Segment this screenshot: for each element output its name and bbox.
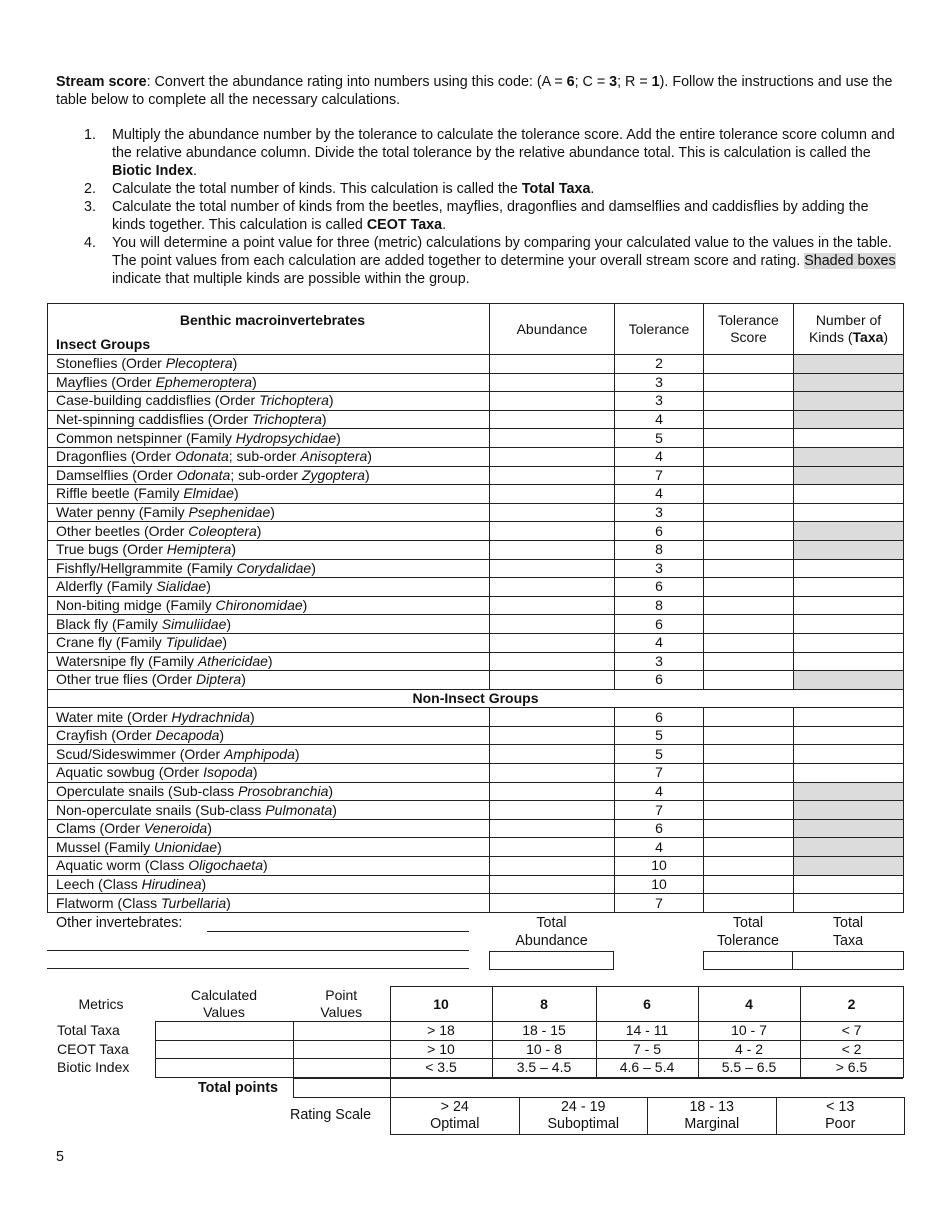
tolerance-score-cell[interactable]	[704, 596, 794, 615]
abundance-cell[interactable]	[490, 726, 615, 745]
number-of-kinds-cell[interactable]	[794, 447, 904, 466]
table-row	[48, 447, 904, 466]
tolerance-value: 6	[615, 578, 704, 597]
abundance-cell[interactable]	[490, 503, 615, 522]
tolerance-score-cell[interactable]	[704, 447, 794, 466]
tolerance-score-cell[interactable]	[704, 392, 794, 411]
tolerance-value: 8	[615, 540, 704, 559]
abundance-cell[interactable]	[490, 559, 615, 578]
table-row	[48, 522, 904, 541]
metric-range: 5.5 – 6.5	[698, 1059, 800, 1078]
table-row	[48, 466, 904, 485]
table-row	[48, 819, 904, 838]
other-invertebrates-line[interactable]	[207, 931, 469, 932]
metric-range: 14 - 11	[596, 1022, 698, 1041]
code-a: 6	[566, 74, 575, 90]
taxon-name: Dragonflies (Order Odonata; sub-order Anisoptera)	[48, 447, 490, 466]
abundance-cell[interactable]	[490, 540, 615, 559]
calculated-values-header: Calculated Values	[190, 986, 258, 1020]
other-invertebrates-line[interactable]	[47, 968, 469, 969]
metric-range: 10 - 8	[492, 1040, 596, 1059]
tolerance-score-cell[interactable]	[704, 485, 794, 504]
score-header: 8	[492, 987, 596, 1022]
number-of-kinds-cell[interactable]	[794, 819, 904, 838]
tolerance-value: 10	[615, 875, 704, 894]
metric-range: 3.5 – 4.5	[492, 1059, 596, 1078]
taxon-name: Stoneflies (Order Plecoptera)	[48, 355, 490, 374]
number-of-kinds-cell[interactable]	[794, 485, 904, 504]
point-value-cell[interactable]	[293, 1059, 390, 1078]
total-taxa-label: Total Taxa	[832, 915, 864, 949]
taxon-name: Operculate snails (Sub-class Prosobranchia)	[48, 782, 490, 801]
total-abundance-label: Total Abundance	[515, 915, 588, 949]
abundance-cell[interactable]	[490, 801, 615, 820]
score-header: 4	[698, 987, 800, 1022]
score-header: 2	[800, 987, 903, 1022]
metric-range: 4 - 2	[698, 1040, 800, 1059]
tolerance-score-cell[interactable]	[704, 726, 794, 745]
taxon-name: Aquatic sowbug (Order Isopoda)	[48, 764, 490, 783]
abundance-cell[interactable]	[490, 615, 615, 634]
tolerance-value: 4	[615, 447, 704, 466]
intro-paragraph	[56, 73, 901, 109]
tolerance-value: 6	[615, 671, 704, 690]
total-abundance-box[interactable]	[489, 951, 614, 970]
taxon-name: Clams (Order Veneroida)	[48, 819, 490, 838]
tolerance-value: 6	[615, 615, 704, 634]
abundance-cell[interactable]	[490, 447, 615, 466]
table-row	[48, 373, 904, 392]
number-of-kinds-cell[interactable]	[794, 652, 904, 671]
abundance-cell[interactable]	[490, 392, 615, 411]
taxon-name: Common netspinner (Family Hydropsychidae)	[48, 429, 490, 448]
header-abundance: Abundance	[490, 304, 615, 355]
tolerance-value: 5	[615, 429, 704, 448]
tolerance-score-cell[interactable]	[704, 894, 794, 913]
number-of-kinds-cell[interactable]	[794, 522, 904, 541]
table-row	[48, 633, 904, 652]
totals-area	[47, 913, 903, 973]
table-row	[48, 540, 904, 559]
tolerance-score-cell[interactable]	[704, 466, 794, 485]
tolerance-score-cell[interactable]	[704, 373, 794, 392]
abundance-cell[interactable]	[490, 429, 615, 448]
tolerance-score-cell[interactable]	[704, 708, 794, 727]
taxon-name: Net-spinning caddisflies (Order Trichoptera)	[48, 410, 490, 429]
instruction-step: 3. Calculate the total number of kinds from the beetles, mayflies, dragonflies and damselflies and caddisflies by adding the kinds together. This calculation is called CEOT Taxa.	[84, 199, 869, 233]
table-row	[48, 894, 904, 913]
metric-range: < 2	[800, 1040, 903, 1059]
taxon-name: Water penny (Family Psephenidae)	[48, 503, 490, 522]
abundance-cell[interactable]	[490, 764, 615, 783]
code-r: 1	[651, 74, 660, 90]
tolerance-value: 5	[615, 745, 704, 764]
abundance-cell[interactable]	[490, 652, 615, 671]
score-header: 6	[596, 987, 698, 1022]
tolerance-value: 6	[615, 708, 704, 727]
taxon-name: Scud/Sideswimmer (Order Amphipoda)	[48, 745, 490, 764]
tolerance-score-cell[interactable]	[704, 764, 794, 783]
table-row	[48, 485, 904, 504]
number-of-kinds-cell[interactable]	[794, 875, 904, 894]
number-of-kinds-cell[interactable]	[794, 801, 904, 820]
number-of-kinds-cell[interactable]	[794, 745, 904, 764]
tolerance-value: 7	[615, 764, 704, 783]
tolerance-value: 4	[615, 485, 704, 504]
table-row	[48, 559, 904, 578]
divider	[390, 1078, 903, 1097]
table-row	[48, 410, 904, 429]
number-of-kinds-cell[interactable]	[794, 671, 904, 690]
header-tolerance-score: Tolerance Score	[704, 304, 794, 355]
number-of-kinds-cell[interactable]	[794, 540, 904, 559]
abundance-cell[interactable]	[490, 373, 615, 392]
calculated-value-cell[interactable]	[155, 1040, 293, 1059]
tolerance-score-cell[interactable]	[704, 819, 794, 838]
metric-row	[47, 1040, 903, 1059]
total-taxa-box[interactable]	[792, 951, 904, 970]
tolerance-value: 3	[615, 652, 704, 671]
calculated-value-cell[interactable]	[155, 1059, 293, 1078]
abundance-cell[interactable]	[490, 671, 615, 690]
tolerance-value: 4	[615, 782, 704, 801]
abundance-cell[interactable]	[490, 466, 615, 485]
number-of-kinds-cell[interactable]	[794, 894, 904, 913]
code-c: 3	[609, 74, 618, 90]
tolerance-score-cell[interactable]	[704, 671, 794, 690]
abundance-cell[interactable]	[490, 819, 615, 838]
tolerance-score-cell[interactable]	[704, 429, 794, 448]
rating-cell: 18 - 13 Marginal	[648, 1098, 777, 1134]
rating-scale	[390, 1097, 905, 1135]
taxon-name: True bugs (Order Hemiptera)	[48, 540, 490, 559]
table-row	[48, 708, 904, 727]
calculated-value-cell[interactable]	[155, 1022, 293, 1041]
table-row	[48, 671, 904, 690]
instruction-list	[56, 126, 901, 288]
taxon-name: Mussel (Family Unionidae)	[48, 838, 490, 857]
taxon-name: Alderfly (Family Sialidae)	[48, 578, 490, 597]
metric-range: < 7	[800, 1022, 903, 1041]
taxon-name: Damselflies (Order Odonata; sub-order Zygoptera)	[48, 466, 490, 485]
metric-range: 10 - 7	[698, 1022, 800, 1041]
tolerance-score-cell[interactable]	[704, 522, 794, 541]
tolerance-value: 7	[615, 894, 704, 913]
abundance-cell[interactable]	[490, 410, 615, 429]
total-points-label: Total points	[198, 1080, 278, 1096]
table-row	[48, 726, 904, 745]
tolerance-value: 10	[615, 857, 704, 876]
taxon-name: Case-building caddisflies (Order Trichoptera)	[48, 392, 490, 411]
table-row	[48, 429, 904, 448]
number-of-kinds-cell[interactable]	[794, 373, 904, 392]
tolerance-value: 6	[615, 819, 704, 838]
tolerance-value: 7	[615, 801, 704, 820]
abundance-cell[interactable]	[490, 782, 615, 801]
metric-range: > 6.5	[800, 1059, 903, 1078]
number-of-kinds-cell[interactable]	[794, 429, 904, 448]
tolerance-score-cell[interactable]	[704, 875, 794, 894]
taxon-name: Black fly (Family Simuliidae)	[48, 615, 490, 634]
tolerance-value: 2	[615, 355, 704, 374]
number-of-kinds-cell[interactable]	[794, 782, 904, 801]
rating-cell: < 13 Poor	[825, 1099, 856, 1132]
intro-text: : Convert the abundance rating into numbers using this code: (A =	[146, 74, 567, 90]
tolerance-score-cell[interactable]	[704, 745, 794, 764]
tolerance-score-cell[interactable]	[704, 503, 794, 522]
instruction-step: 2. Calculate the total number of kinds. This calculation is called the Total Taxa.	[84, 181, 595, 197]
metric-name: Biotic Index	[57, 1059, 130, 1076]
total-tolerance-box[interactable]	[703, 951, 793, 970]
taxon-name: Fishfly/Hellgrammite (Family Corydalidae)	[48, 559, 490, 578]
tolerance-value: 4	[615, 838, 704, 857]
tolerance-value: 8	[615, 596, 704, 615]
abundance-cell[interactable]	[490, 596, 615, 615]
tolerance-score-cell[interactable]	[704, 578, 794, 597]
point-value-cell[interactable]	[293, 1022, 390, 1041]
table-row	[48, 578, 904, 597]
point-value-cell[interactable]	[293, 1040, 390, 1059]
number-of-kinds-cell[interactable]	[794, 633, 904, 652]
tolerance-value: 3	[615, 373, 704, 392]
taxon-name: Other true flies (Order Diptera)	[48, 671, 490, 690]
abundance-cell[interactable]	[490, 875, 615, 894]
header-groups: Benthic macroinvertebrates Insect Groups	[48, 304, 490, 355]
table-row	[48, 392, 904, 411]
rating-cell: 24 - 19 Suboptimal	[520, 1098, 649, 1134]
abundance-cell[interactable]	[490, 708, 615, 727]
tolerance-value: 6	[615, 522, 704, 541]
number-of-kinds-cell[interactable]	[794, 578, 904, 597]
number-of-kinds-cell[interactable]	[794, 857, 904, 876]
abundance-cell[interactable]	[490, 485, 615, 504]
intro-text: ; R =	[617, 74, 652, 90]
metric-range: 18 - 15	[492, 1022, 596, 1041]
number-of-kinds-cell[interactable]	[794, 615, 904, 634]
metrics-header-row	[47, 987, 903, 1022]
number-of-kinds-cell[interactable]	[794, 596, 904, 615]
taxon-name: Water mite (Order Hydrachnida)	[48, 708, 490, 727]
intro-text: ). Follow the instructions and use the table below to complete all the necessary calculations.	[56, 74, 893, 108]
table-row	[48, 355, 904, 374]
non-insect-groups-row	[48, 689, 904, 708]
metric-range: < 3.5	[390, 1059, 492, 1078]
table-row	[48, 615, 904, 634]
number-of-kinds-cell[interactable]	[794, 708, 904, 727]
metric-row	[47, 1022, 903, 1041]
taxon-name: Mayflies (Order Ephemeroptera)	[48, 373, 490, 392]
number-of-kinds-cell[interactable]	[794, 355, 904, 374]
total-points-box[interactable]	[293, 1078, 391, 1098]
number-of-kinds-cell[interactable]	[794, 838, 904, 857]
taxon-name: Leech (Class Hirudinea)	[48, 875, 490, 894]
tolerance-score-cell[interactable]	[704, 652, 794, 671]
table-row	[48, 782, 904, 801]
taxon-name: Flatworm (Class Turbellaria)	[48, 894, 490, 913]
tolerance-score-cell[interactable]	[704, 838, 794, 857]
metric-range: 4.6 – 5.4	[596, 1059, 698, 1078]
shaded-boxes-sample: Shaded boxes	[804, 253, 896, 269]
taxon-name: Other beetles (Order Coleoptera)	[48, 522, 490, 541]
number-of-kinds-cell[interactable]	[794, 392, 904, 411]
tolerance-value: 5	[615, 726, 704, 745]
other-invertebrates-line[interactable]	[47, 950, 469, 951]
header-tolerance: Tolerance	[615, 304, 704, 355]
table-row	[48, 801, 904, 820]
table-row	[48, 838, 904, 857]
score-header: 10	[390, 987, 492, 1022]
metric-range: > 10	[390, 1040, 492, 1059]
abundance-cell[interactable]	[490, 578, 615, 597]
number-of-kinds-cell[interactable]	[794, 503, 904, 522]
tolerance-value: 3	[615, 503, 704, 522]
tolerance-score-cell[interactable]	[704, 633, 794, 652]
point-values-header: Point Values	[320, 986, 363, 1020]
rating-cell: > 24 Optimal	[391, 1098, 520, 1134]
tolerance-value: 4	[615, 410, 704, 429]
tolerance-value: 3	[615, 559, 704, 578]
number-of-kinds-cell[interactable]	[794, 559, 904, 578]
rating-scale-label: Rating Scale	[290, 1107, 372, 1123]
number-of-kinds-cell[interactable]	[794, 466, 904, 485]
metric-range: 7 - 5	[596, 1040, 698, 1059]
non-insect-groups-heading: Non-Insect Groups	[48, 689, 904, 708]
abundance-cell[interactable]	[490, 633, 615, 652]
tolerance-score-cell[interactable]	[704, 857, 794, 876]
abundance-cell[interactable]	[490, 745, 615, 764]
taxon-name: Watersnipe fly (Family Athericidae)	[48, 652, 490, 671]
taxon-name: Non-biting midge (Family Chironomidae)	[48, 596, 490, 615]
metrics-header: Metrics	[78, 995, 124, 1012]
number-of-kinds-cell[interactable]	[794, 410, 904, 429]
number-of-kinds-cell[interactable]	[794, 764, 904, 783]
tolerance-score-cell[interactable]	[704, 540, 794, 559]
tolerance-value: 4	[615, 633, 704, 652]
taxon-name: Aquatic worm (Class Oligochaeta)	[48, 857, 490, 876]
abundance-cell[interactable]	[490, 894, 615, 913]
instruction-step: 1. Multiply the abundance number by the tolerance to calculate the tolerance score. Add the entire tolerance score column and the relative abundance column. Divide the total tolerance by the relative abundance total. This is calculation is called the Biotic Index.	[84, 127, 895, 179]
metric-name: CEOT Taxa	[57, 1040, 129, 1057]
taxon-name: Crayfish (Order Decapoda)	[48, 726, 490, 745]
abundance-cell[interactable]	[490, 857, 615, 876]
total-tolerance-label: Total Tolerance	[717, 915, 779, 949]
table-row	[48, 652, 904, 671]
table-row	[48, 875, 904, 894]
instruction-step: 4. You will determine a point value for three (metric) calculations by comparing your calculated value to the values in the table. The point values from each calculation are added together to determine your overall stream score and rating. Shaded boxes indicate that multiple kinds are possible within the group.	[84, 235, 896, 287]
metric-name: Total Taxa	[57, 1022, 120, 1039]
header-number-of-kinds: Number of Kinds (Taxa)	[794, 304, 904, 355]
intro-lead: Stream score	[56, 74, 147, 90]
abundance-cell[interactable]	[490, 838, 615, 857]
abundance-cell[interactable]	[490, 522, 615, 541]
tolerance-score-cell[interactable]	[704, 615, 794, 634]
taxon-name: Non-operculate snails (Sub-class Pulmonata)	[48, 801, 490, 820]
table-row	[48, 596, 904, 615]
metric-row	[47, 1059, 903, 1078]
tolerance-score-cell[interactable]	[704, 801, 794, 820]
abundance-cell[interactable]	[490, 355, 615, 374]
table-row	[48, 745, 904, 764]
tolerance-value: 3	[615, 392, 704, 411]
table-row	[48, 764, 904, 783]
table-header-row	[48, 304, 904, 355]
number-of-kinds-cell[interactable]	[794, 726, 904, 745]
tolerance-score-cell[interactable]	[704, 782, 794, 801]
tolerance-value: 7	[615, 466, 704, 485]
macroinvertebrate-table	[47, 303, 904, 913]
tolerance-score-cell[interactable]	[704, 410, 794, 429]
table-row	[48, 503, 904, 522]
tolerance-score-cell[interactable]	[704, 355, 794, 374]
tolerance-score-cell[interactable]	[704, 559, 794, 578]
metrics-table	[47, 986, 904, 1078]
other-invertebrates-label: Other invertebrates:	[56, 915, 183, 931]
page-number: 5	[56, 1149, 64, 1165]
table-row	[48, 857, 904, 876]
metric-range: > 18	[390, 1022, 492, 1041]
intro-text: ; C =	[574, 74, 610, 90]
taxon-name: Crane fly (Family Tipulidae)	[48, 633, 490, 652]
taxon-name: Riffle beetle (Family Elmidae)	[48, 485, 490, 504]
